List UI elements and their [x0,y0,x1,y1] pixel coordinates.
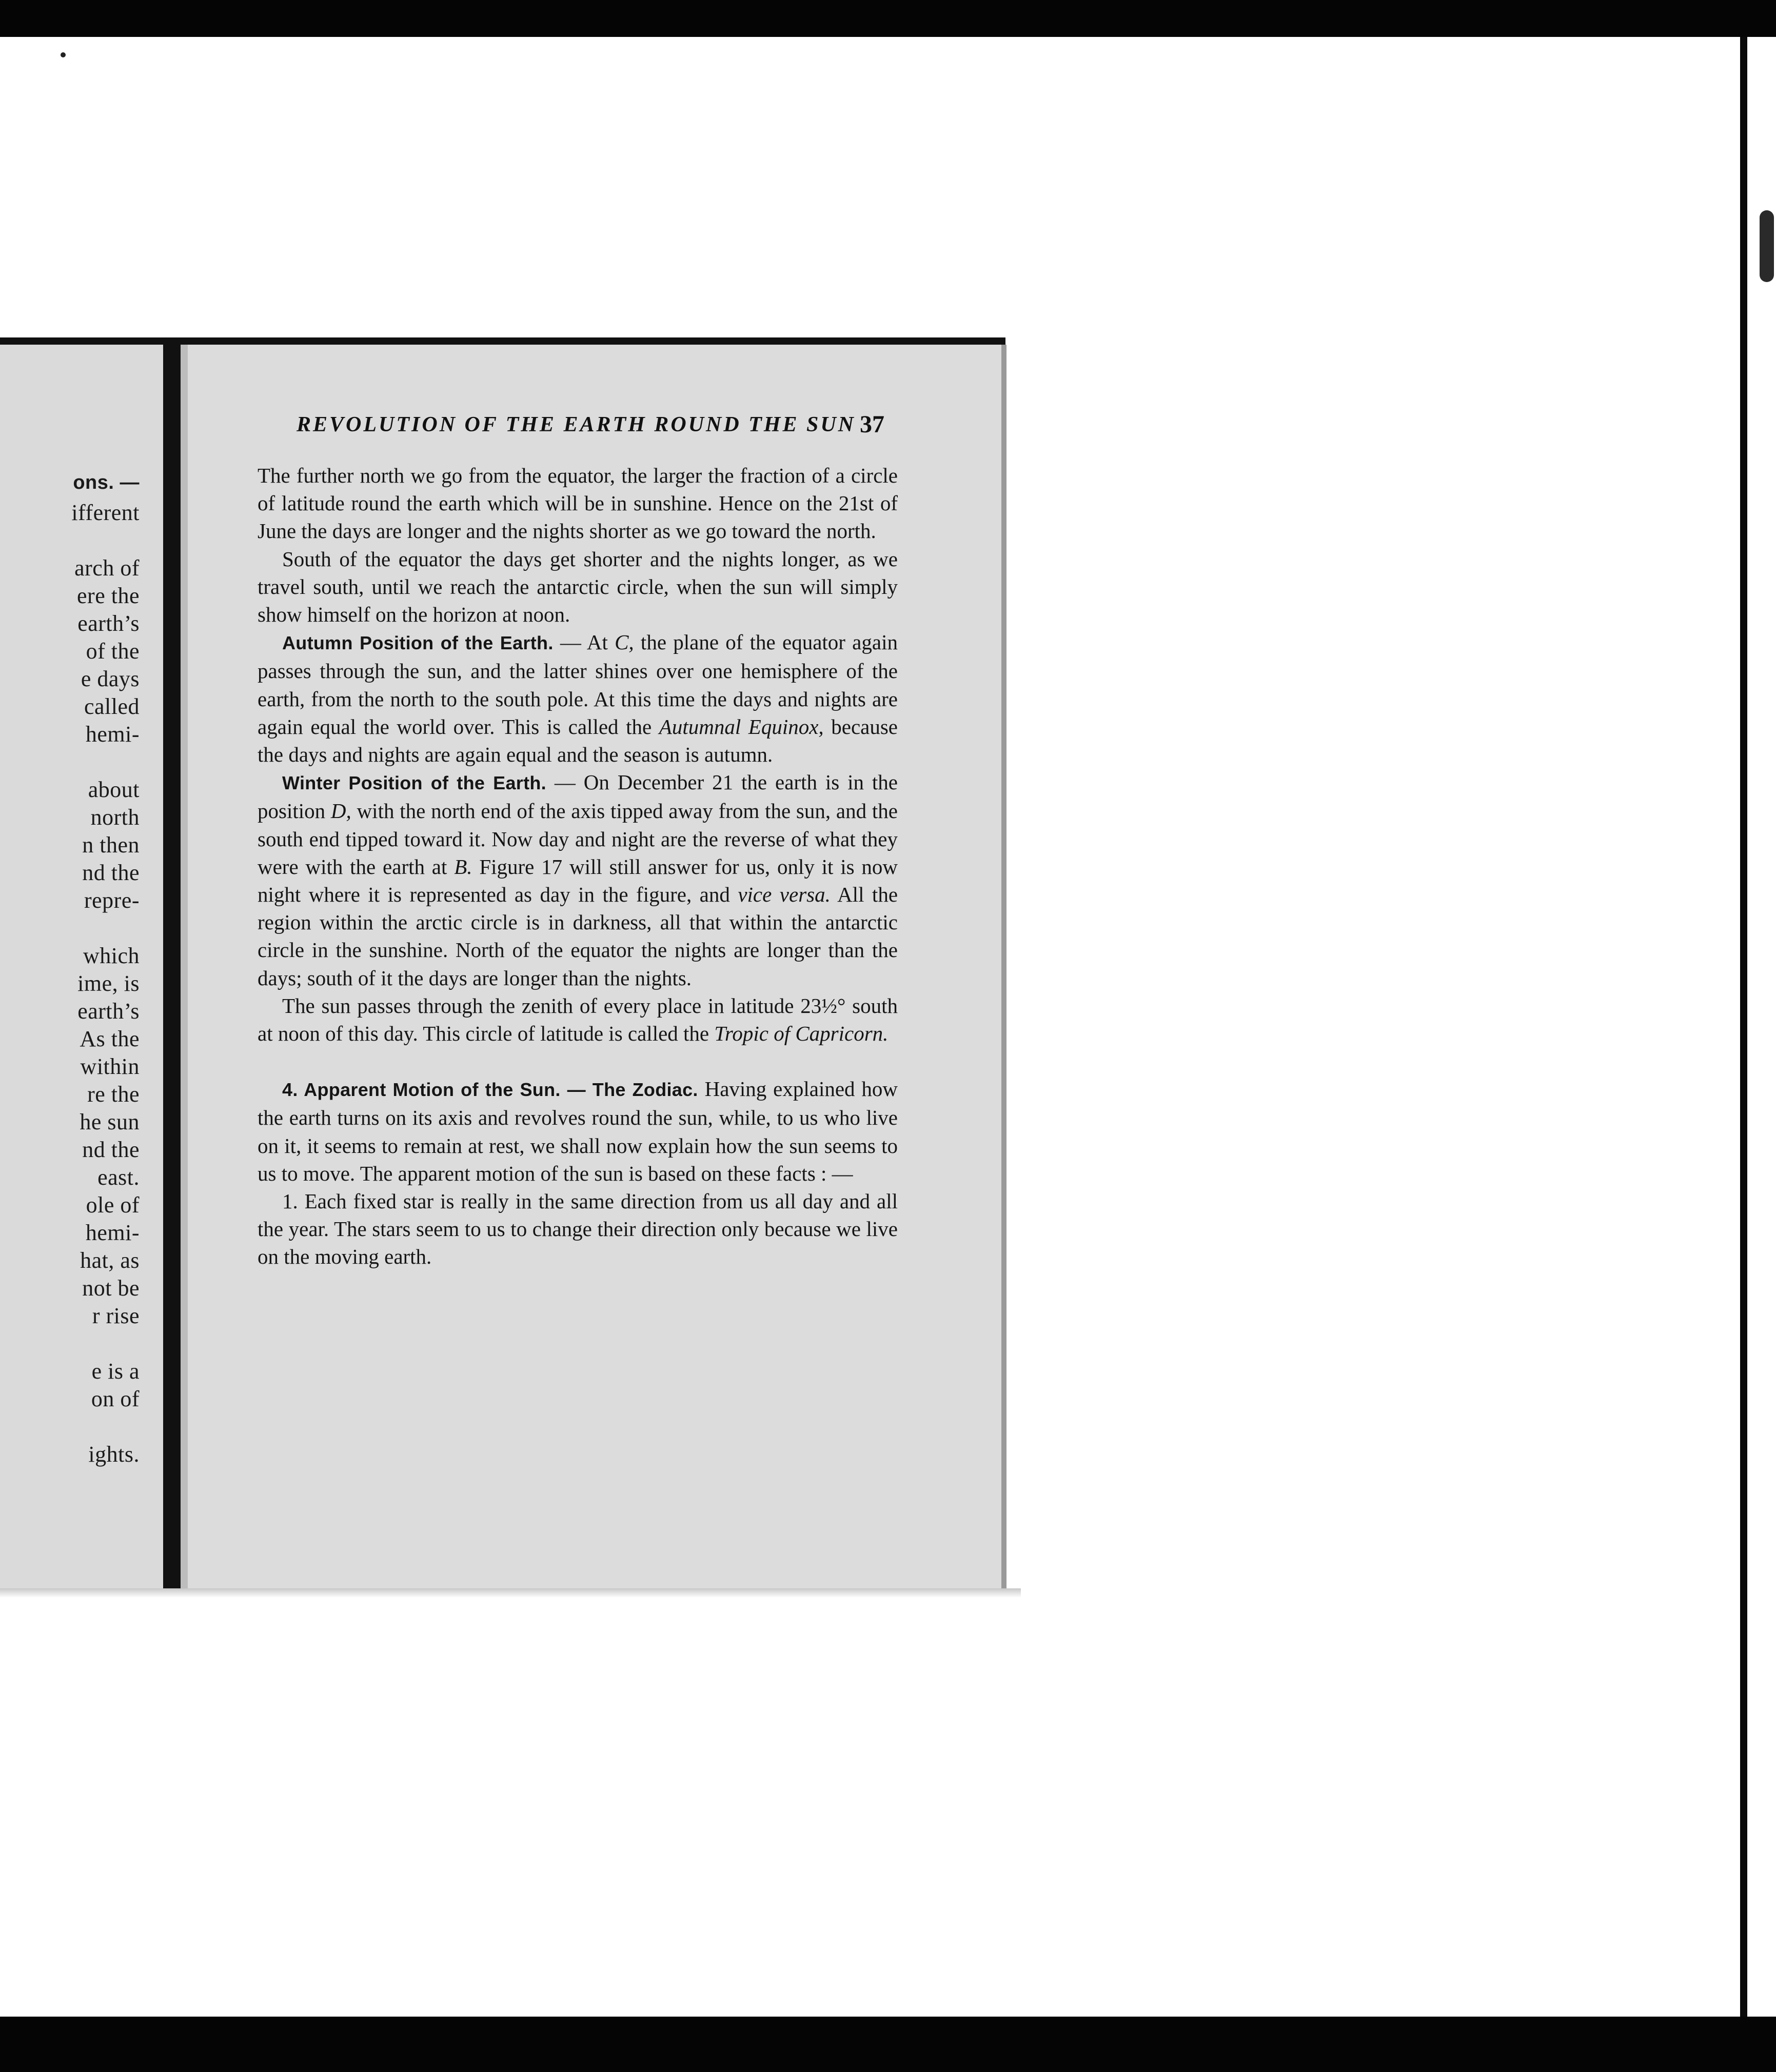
body-text [258,462,898,1271]
left-page-fragment: which [83,943,140,968]
scan-border-top [0,0,1776,37]
autumn-text-3: because the days and nights are again equal and the season is autumn. [258,714,898,767]
autumn-text-2: the plane of the equator again passes through the sun, and the latter shines over one hemisphere of the earth, from the north to the south pole. At this time the days and nights are again equal the world over. This is called the [258,630,898,739]
left-page-fragment: not be [82,1276,140,1301]
left-page-fragment: arch of [74,555,140,581]
right-page [188,345,1007,1592]
left-page-fragment: of the [86,639,140,664]
scan-margin-right [1747,37,1776,2017]
left-page-fragment: nd the [82,860,140,885]
left-page-fragment: within [80,1054,140,1079]
left-page-fragment: ifferent [71,500,140,525]
autumn-position-letter: C, [615,630,634,654]
left-page-fragment: hemi- [85,722,140,747]
left-page-fragment: repre- [84,888,140,913]
scan-border-right [1740,37,1747,2017]
apparent-motion-heading: 4. Apparent Motion of the Sun. — The Zodiac. [282,1079,698,1101]
left-page-fragment: north [90,805,140,830]
left-page-fragment: earth’s [77,611,140,636]
paragraph-south-of-equator: South of the equator the days get shorter and the nights longer, as we travel south, until we reach the antarctic circle, when the sun will simply show himself on the horizon at noon. [258,547,898,627]
winter-text-4: All the region within the arctic circle is in darkness, all that within the antarctic circle in the sunshine. North of the equator the nights are longer than the days; south of it the days are longer than the nights. [258,883,898,990]
left-page-fragment: ights. [88,1442,140,1467]
left-page-fragment: hat, as [80,1248,140,1273]
apparent-motion-text: Having explained how the earth turns on its axis and revolves round the sun, while, to us who live on it, it seems to remain at rest, we shall now explain how the sun seems to us to move. The apparent motion of the sun is based on these facts : — [258,1077,898,1185]
left-page-fragment: about [88,777,140,802]
winter-text-2: with the north end of the axis tipped away from the sun, and the south end tipped toward it. Now day and night are the reverse of what they were with the earth at [258,799,898,879]
page-number: 37 [860,411,884,438]
paragraph-tropic-capricorn [258,992,898,1047]
left-page-fragment: ime, is [77,971,140,996]
book-spine-edge [181,345,188,1588]
running-head: REVOLUTION OF THE EARTH ROUND THE SUN [297,413,856,436]
left-page-fragment: hemi- [85,1220,140,1245]
paragraph-apparent-motion [258,1075,898,1187]
left-page-fragment: ole of [86,1192,140,1218]
left-page-fragment: e days [81,666,140,691]
capricorn-text: The sun passes through the zenith of every place in latitude 23½° south at noon of this day. This circle of latitude is called the [258,993,898,1046]
winter-text-1: — On December 21 the earth is in the position [258,770,898,823]
winter-text-3: Figure 17 will still answer for us, only it is now night where it is represented as day in the figure, and [258,854,898,907]
left-page-fragment: n then [82,832,140,858]
left-page-fragment: As the [80,1026,140,1051]
left-page-fragment: he sun [80,1109,140,1134]
book-bottom-edge [0,1588,1021,1598]
vice-versa-term: vice versa. [738,883,831,907]
left-page-fragment: ere the [77,583,140,608]
scan-border-bottom [0,2017,1776,2072]
film-edge-mark [1760,210,1774,282]
left-page-fragment: earth’s [77,999,140,1024]
autumn-text-1: — At [553,630,615,654]
paragraph-fixed-star: 1. Each fixed star is really in the same direction from us all day and all the year. The stars seem to us to change their direction only because we live on the moving earth. [258,1189,898,1269]
tropic-of-capricorn-term: Tropic of Capricorn. [714,1022,889,1046]
paragraph-winter-position [258,768,898,992]
left-page-fragment: nd the [82,1137,140,1162]
summer-position-letter: B. [454,854,472,879]
winter-heading: Winter Position of the Earth. [282,772,546,794]
left-page-fragment: on of [91,1386,140,1411]
autumn-heading: Autumn Position of the Earth. [282,632,554,654]
winter-position-letter: D, [330,799,351,823]
paragraph-further-north: The further north we go from the equator, the larger the fraction of a circle of latitude round the earth which will be in sunshine. Hence on the 21st of June the days are longer and the nights shorter as we go toward the north. [258,464,898,543]
book-top-edge [0,337,1005,345]
left-page-fragment: called [84,694,140,719]
paragraph-autumn-position [258,628,898,768]
book-spine-gutter [163,345,181,1588]
left-page-fragment: east. [97,1165,140,1190]
left-page-fragment: re the [87,1082,140,1107]
left-page-fragment: r rise [92,1303,140,1328]
dust-speck [61,52,66,57]
left-page [0,345,163,1588]
left-page-fragment: e is a [91,1359,140,1384]
left-page-fragment: ons. — [73,472,140,493]
autumnal-equinox-term: Autumnal Equinox, [659,714,824,739]
